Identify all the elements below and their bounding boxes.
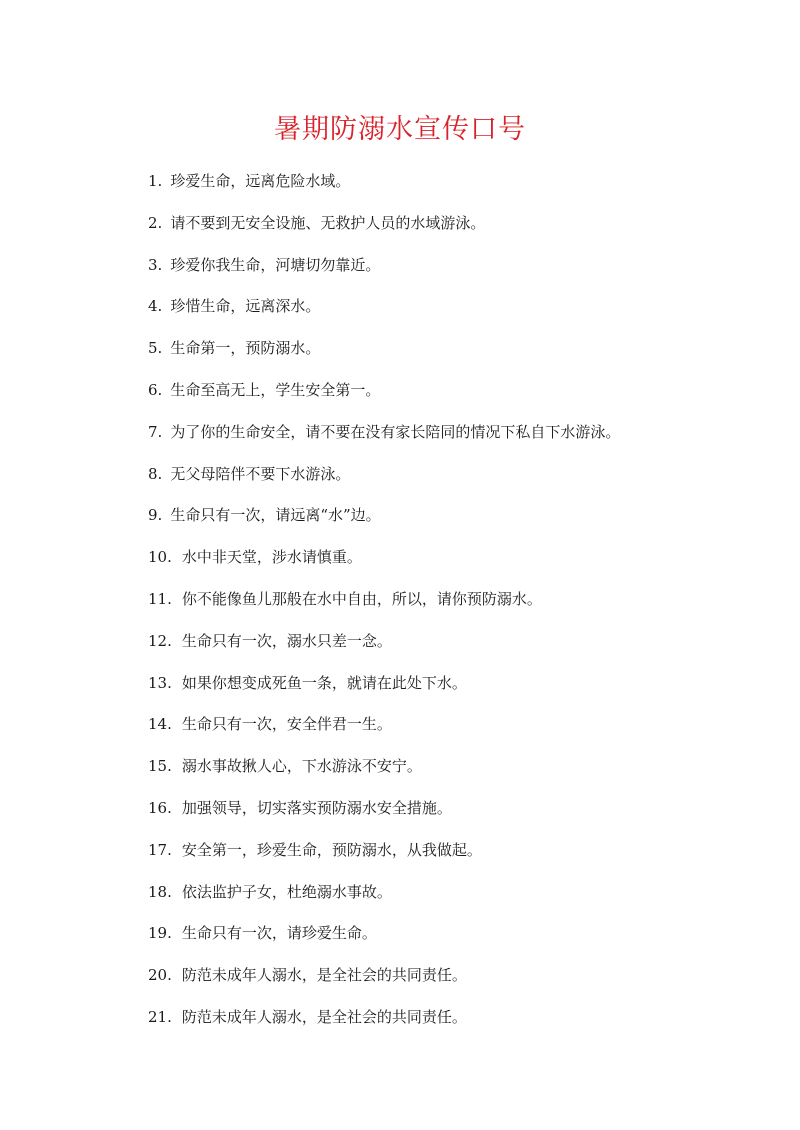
- slogan-list: [148, 170, 768, 1048]
- list-item: [148, 421, 768, 463]
- item-text: 水中非天堂，涉水请慎重。: [181, 548, 362, 567]
- item-number: 5.: [148, 339, 163, 358]
- item-text: 珍爱你我生命，河塘切勿靠近。: [170, 255, 381, 274]
- list-item: [148, 839, 768, 881]
- item-number: 21.: [148, 1007, 172, 1026]
- list-item: [148, 588, 768, 630]
- item-text: 珍惜生命，远离深水。: [170, 297, 321, 316]
- item-text: 生命只有一次，安全伴君一生。: [181, 715, 392, 734]
- item-text: 为了你的生命安全，请不要在没有家长陪同的情况下私自下水游泳。: [170, 422, 621, 441]
- item-number: 15.: [148, 757, 172, 776]
- item-text: 生命只有一次，请珍爱生命。: [181, 924, 377, 943]
- item-number: 10.: [148, 548, 172, 567]
- list-item: [148, 922, 768, 964]
- item-text: 依法监护子女，杜绝溺水事故。: [181, 882, 392, 901]
- page-title: 暑期防溺水宣传口号: [274, 114, 526, 145]
- item-number: 4.: [148, 297, 163, 316]
- item-text: 生命只有一次，溺水只差一念。: [181, 631, 392, 650]
- item-number: 20.: [148, 966, 172, 985]
- item-text: 珍爱生命，远离危险水域。: [170, 172, 351, 190]
- item-text: 溺水事故揪人心，下水游泳不安宁。: [181, 757, 422, 776]
- item-text: 生命只有一次，请远离“水”边。: [170, 506, 381, 525]
- item-number: 19.: [148, 924, 172, 943]
- list-item: [148, 672, 768, 714]
- list-item: [148, 170, 768, 212]
- item-number: 2.: [148, 213, 163, 232]
- item-number: 16.: [148, 798, 172, 817]
- list-item: [148, 964, 768, 1006]
- list-item: [148, 630, 768, 672]
- list-item: [148, 755, 768, 797]
- list-item: [148, 504, 768, 546]
- item-number: 6.: [148, 380, 163, 399]
- list-item: [148, 463, 768, 505]
- item-number: 17.: [148, 840, 172, 859]
- list-item: [148, 713, 768, 755]
- item-text: 加强领导，切实落实预防溺水安全措施。: [181, 798, 452, 817]
- item-number: 11.: [148, 589, 172, 608]
- list-item: [148, 881, 768, 923]
- item-number: 9.: [148, 506, 163, 525]
- list-item: [148, 295, 768, 337]
- list-item: [148, 254, 768, 296]
- item-text: 防范未成年人溺水，是全社会的共同责任。: [181, 966, 467, 985]
- item-text: 请不要到无安全设施、无救护人员的水域游泳。: [170, 213, 486, 232]
- item-text: 无父母陪伴不要下水游泳。: [170, 464, 351, 483]
- item-text: 防范未成年人溺水，是全社会的共同责任。: [181, 1007, 467, 1026]
- item-text: 生命至高无上，学生安全第一。: [170, 380, 381, 399]
- item-text: 生命第一，预防溺水。: [170, 339, 321, 358]
- list-item: [148, 212, 768, 254]
- item-number: 8.: [148, 464, 163, 483]
- item-text: 你不能像鱼儿那般在水中自由，所以，请你预防溺水。: [181, 589, 542, 608]
- list-item: [148, 337, 768, 379]
- item-text: 安全第一，珍爱生命，预防溺水，从我做起。: [181, 840, 482, 859]
- item-number: 14.: [148, 715, 172, 734]
- item-number: 3.: [148, 255, 163, 274]
- list-item: [148, 546, 768, 588]
- item-text: 如果你想变成死鱼一条，就请在此处下水。: [181, 673, 467, 692]
- list-item: [148, 797, 768, 839]
- item-number: 13.: [148, 673, 172, 692]
- list-item: [148, 1006, 768, 1048]
- list-item: [148, 379, 768, 421]
- item-number: 12.: [148, 631, 172, 650]
- item-number: 1.: [148, 172, 163, 190]
- item-number: 18.: [148, 882, 172, 901]
- item-number: 7.: [148, 422, 163, 441]
